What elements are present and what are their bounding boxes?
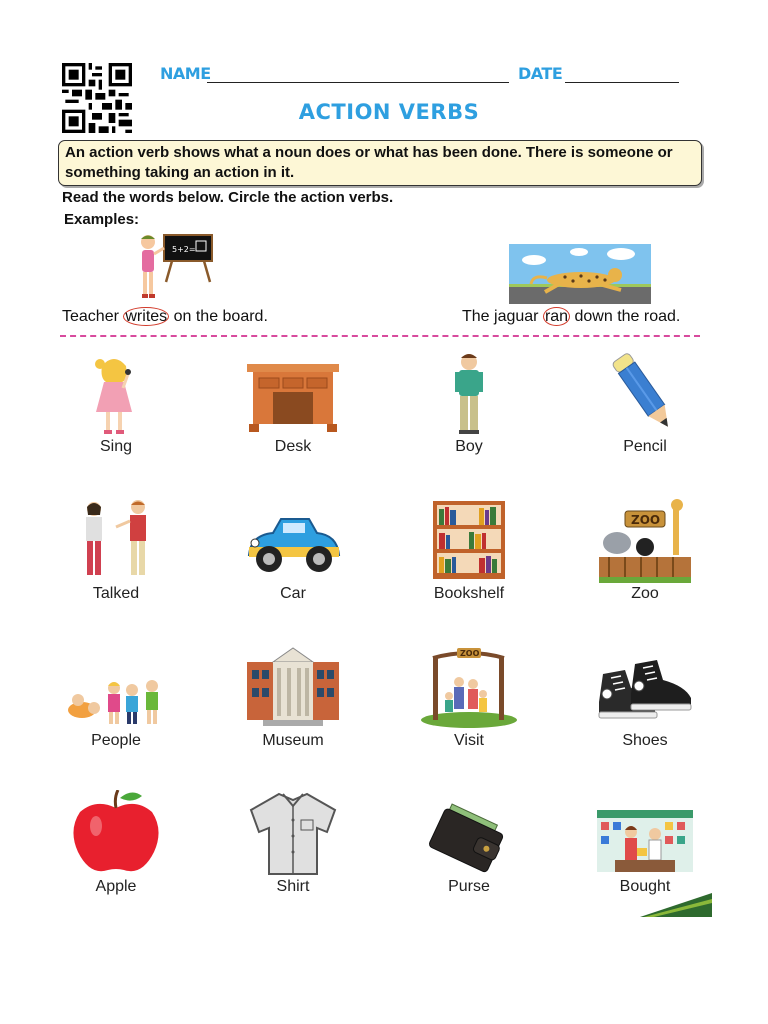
instruction-text: Read the words below. Circle the action verbs. bbox=[62, 189, 394, 206]
word-label: People bbox=[91, 732, 141, 749]
desk-icon bbox=[243, 350, 343, 438]
corner-decoration bbox=[640, 893, 712, 917]
example-sentence-1: Teacher writes on the board. bbox=[62, 308, 268, 325]
wallet-icon bbox=[419, 790, 519, 878]
word-item-bookshelf[interactable] bbox=[381, 497, 557, 637]
word-item-museum[interactable] bbox=[205, 644, 381, 784]
word-label: Apple bbox=[95, 878, 137, 895]
pencil-icon bbox=[595, 350, 695, 438]
word-item-people[interactable] bbox=[28, 644, 204, 784]
word-item-talked[interactable] bbox=[28, 497, 204, 637]
word-item-car[interactable] bbox=[205, 497, 381, 637]
word-item-apple[interactable] bbox=[28, 790, 204, 930]
word-label: Purse bbox=[448, 878, 490, 895]
word-item-desk[interactable] bbox=[205, 350, 381, 490]
word-label: Visit bbox=[454, 732, 484, 749]
word-item-purse[interactable] bbox=[381, 790, 557, 930]
word-item-sing[interactable] bbox=[28, 350, 204, 490]
bookshelf-icon bbox=[419, 497, 519, 585]
jaguar-illustration bbox=[509, 244, 651, 304]
sneakers-icon bbox=[595, 644, 695, 732]
word-item-visit[interactable] bbox=[381, 644, 557, 784]
word-item-pencil[interactable] bbox=[557, 350, 733, 490]
word-label: Zoo bbox=[631, 585, 659, 602]
examples-label: Examples: bbox=[64, 211, 140, 228]
word-item-boy[interactable] bbox=[381, 350, 557, 490]
zoo-icon bbox=[595, 497, 695, 585]
word-label: Bookshelf bbox=[433, 585, 505, 602]
svg-text:5+2=: 5+2= bbox=[172, 245, 196, 254]
circled-verb-ran[interactable]: ran bbox=[544, 308, 569, 325]
girl-singing-icon bbox=[66, 350, 166, 438]
zoo-gate-family-icon bbox=[419, 644, 519, 732]
word-label: Boy bbox=[455, 438, 483, 455]
car-icon bbox=[243, 497, 343, 585]
word-item-shoes[interactable] bbox=[557, 644, 733, 784]
word-label: Sing bbox=[99, 438, 133, 455]
teacher-illustration bbox=[132, 232, 216, 304]
word-label: Shoes bbox=[622, 732, 668, 749]
museum-icon bbox=[243, 644, 343, 732]
word-item-shirt[interactable] bbox=[205, 790, 381, 930]
name-field[interactable] bbox=[207, 82, 509, 83]
boy-icon bbox=[419, 350, 519, 438]
shirt-icon bbox=[243, 790, 343, 878]
example-sentence-2: The jaguar ran down the road. bbox=[462, 308, 681, 325]
circled-verb-writes[interactable]: writes bbox=[125, 308, 168, 325]
name-label: NAME bbox=[160, 64, 211, 83]
word-label: Desk bbox=[274, 438, 312, 455]
word-label: Shirt bbox=[276, 878, 310, 895]
svg-text:ZOO: ZOO bbox=[460, 649, 480, 658]
date-label: DATE bbox=[518, 64, 563, 83]
children-group-icon bbox=[66, 644, 166, 732]
apple-icon bbox=[66, 790, 166, 878]
word-item-zoo[interactable] bbox=[557, 497, 733, 637]
word-label: Talked bbox=[92, 585, 140, 602]
two-people-talking-icon bbox=[66, 497, 166, 585]
shopping-store-icon bbox=[595, 790, 695, 878]
section-divider bbox=[60, 335, 700, 337]
word-label: Pencil bbox=[623, 438, 667, 455]
definition-box: An action verb shows what a noun does or what has been done. There is someone or something taking an action in it. bbox=[58, 140, 702, 186]
page-title: ACTION VERBS bbox=[298, 100, 480, 124]
date-field[interactable] bbox=[565, 82, 679, 83]
svg-text:ZOO: ZOO bbox=[631, 513, 661, 527]
word-label: Bought bbox=[619, 878, 671, 895]
word-label: Car bbox=[280, 585, 306, 602]
word-label: Museum bbox=[262, 732, 324, 749]
